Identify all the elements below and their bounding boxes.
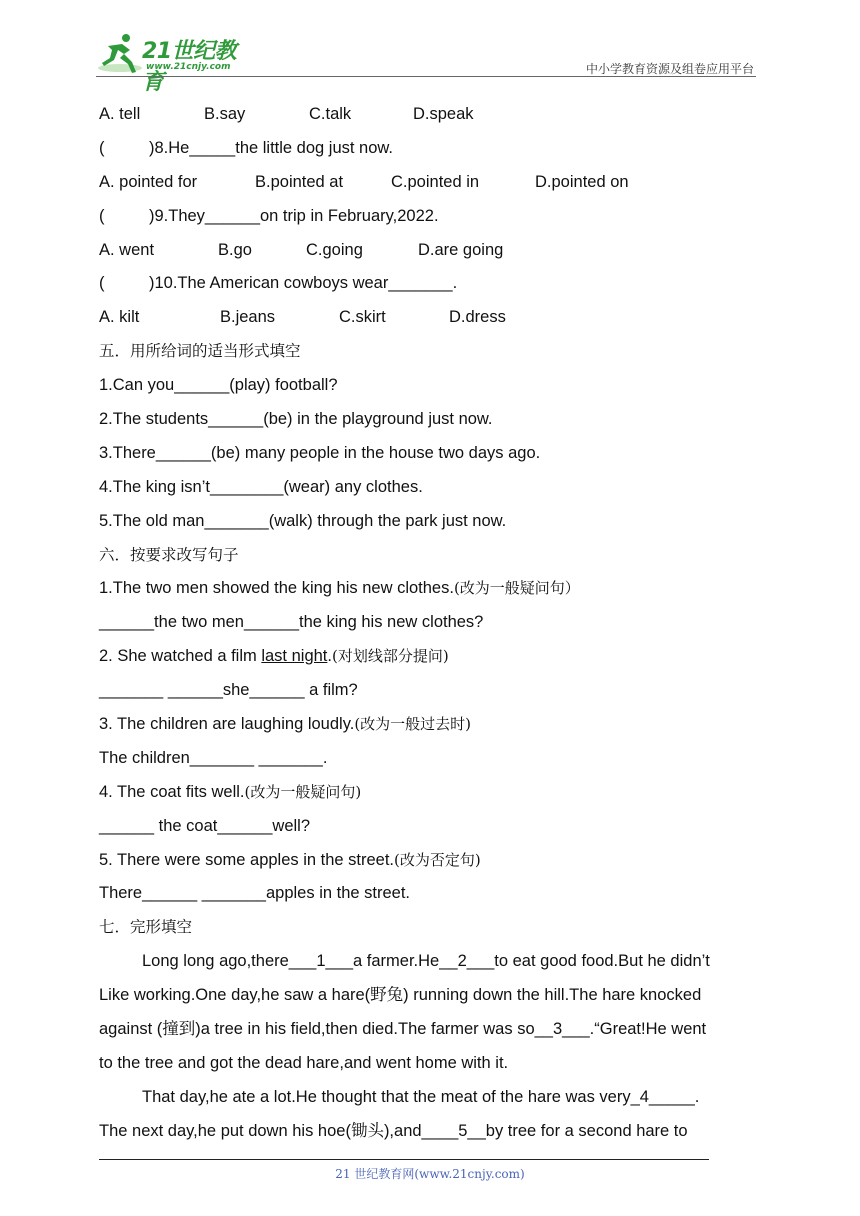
cloze-line: That day,he ate a lot.He thought that the meat of the hare was very_4_____. [142,1087,700,1106]
question-text-end: . [327,647,332,666]
rewrite-answer-5: There______ _______apples in the street. [99,884,410,903]
instruction: (改为一般疑问句) [244,782,362,801]
option: A. went [99,240,155,259]
logo-text: 21世纪教育 [142,39,237,95]
site-logo [96,32,256,95]
answer-paren: ( [99,274,105,293]
option: D.dress [449,308,506,327]
question-text: )8.He_____the little dog just now. [149,138,393,157]
rewrite-answer-1: ______the two men______the king his new clothes? [99,613,484,632]
option: C.pointed in [391,172,480,191]
option: D.are going [418,240,504,259]
question-text: )10.The American cowboys wear_______. [149,274,458,293]
option: B.pointed at [255,172,344,191]
instruction: (对划线部分提问) [331,647,449,666]
section-5-item: 5.The old man_______(walk) through the park just now. [99,511,507,530]
section-6-title: 六．按要求改写句子 [99,545,239,564]
cloze-line: against (撞到)a tree in his field,then died.The farmer was so__3___.“Great!He went [99,1020,707,1039]
rewrite-question-3 [99,708,759,742]
section-5-item: 1.Can you______(play) football? [99,376,338,395]
question-8 [99,132,759,166]
instruction: (改为否定句) [394,850,481,869]
option: A. pointed for [99,172,198,191]
question-text: 4. The coat fits well. [99,782,245,801]
option: C.talk [309,105,352,123]
instruction: (改为一般过去时) [354,715,472,734]
rewrite-answer-4: ______ the coat______well? [99,816,311,835]
option: A. tell [99,105,141,123]
question-text: 1.The two men showed the king his new clothes. [99,579,454,598]
cloze-line: Long long ago,there___1___a farmer.He__2___to eat good food.But he didn’t [142,952,710,971]
question-text: )9.They______on trip in February,2022. [149,206,439,225]
question-9 [99,200,759,234]
instruction: (改为一般疑问句） [453,579,580,598]
q9-options [99,234,759,268]
header-divider [96,76,756,77]
q7-options [99,98,759,132]
runner-logo-icon [96,32,146,76]
header-tagline: 中小学教育资源及组卷应用平台 [585,62,754,76]
q10-options [99,301,759,335]
section-5-item: 3.There______(be) many people in the house two days ago. [99,443,541,462]
question-text: 3. The children are laughing loudly. [99,715,355,734]
option: B.say [204,105,246,123]
option: B.go [218,240,252,259]
rewrite-answer-2: _______ ______she______ a film? [99,681,358,700]
logo-url: www.21cnjy.com [146,62,231,72]
answer-paren: ( [99,206,105,225]
option: D.pointed on [535,172,629,191]
question-text: 2. She watched a film [99,647,262,666]
section-5-item: 2.The students______(be) in the playground just now. [99,410,493,429]
cloze-line: The next day,he put down his hoe(锄头),and____5__by tree for a second hare to [99,1121,688,1140]
option: C.going [306,240,363,259]
answer-paren: ( [99,138,105,157]
underlined-phrase: last night [261,647,328,666]
page-header [0,0,860,95]
option: D.speak [413,105,474,123]
option: A. kilt [99,308,140,327]
question-text: 5. There were some apples in the street. [99,850,395,869]
footer-divider [99,1159,709,1160]
rewrite-question-1 [99,572,759,606]
section-5-title: 五．用所给词的适当形式填空 [99,342,301,361]
rewrite-question-4 [99,776,759,810]
q8-options [99,166,759,200]
question-10 [99,267,759,301]
section-5-item: 4.The king isn’t________(wear) any clothes. [99,477,423,496]
option: B.jeans [220,308,276,327]
cloze-line: to the tree and got the dead hare,and went home with it. [99,1053,509,1072]
page-footer: 21 世纪教育网(www.21cnjy.com) [335,1167,525,1181]
rewrite-question-2 [99,640,759,674]
cloze-line: Like working.One day,he saw a hare(野兔) running down the hill.The hare knocked [99,986,702,1005]
rewrite-answer-3: The children_______ _______. [99,748,328,767]
rewrite-question-5 [99,844,759,878]
worksheet-body [99,98,759,1149]
section-7-title: 七．完形填空 [99,918,193,937]
option: C.skirt [339,308,386,327]
